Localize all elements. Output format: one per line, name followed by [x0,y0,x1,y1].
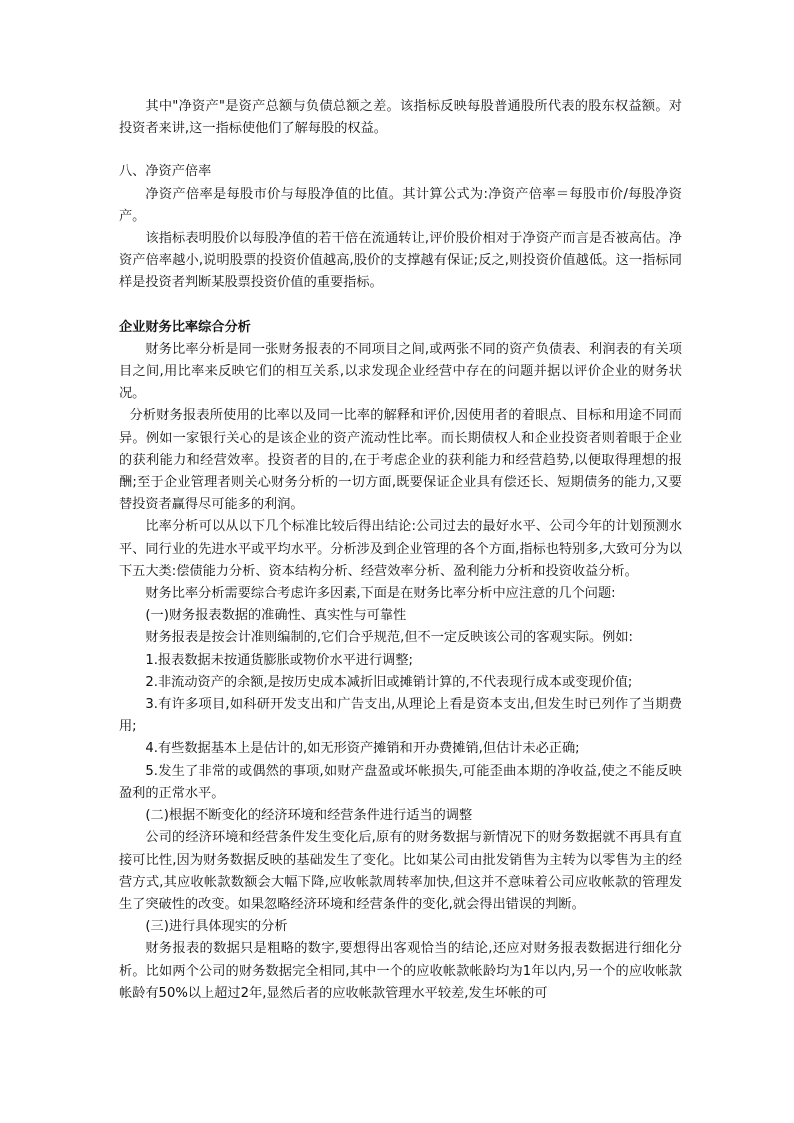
paragraph-net-asset-definition: 其中"净资产"是资产总额与负债总额之差。该指标反映每股普通股所代表的股东权益额。对投资者来讲,这一指标使他们了解每股的权益。 [119,99,682,137]
section-title-ratio-analysis: 企业财务比率综合分析 [119,319,251,335]
subheading-concrete-analysis: (三)进行具体现实的分析 [145,919,288,935]
subheading-environment-adjustment: (二)根据不断变化的经济环境和经营条件进行适当的调整 [145,808,473,824]
paragraph-environment-change: 公司的经济环境和经营条件发生变化后,原有的财务数据与新情况下的财务数据就不再具有直接可比性,因为财务数据反映的基础发生了变化。比如某公司由批发销售为主转为以零售为主的经营方式,其应收帐款数额会大幅下降,应收帐款周转率加快,但这并不意味着公司应收帐款的管理发生了突破性的改变。如果忽略经济环境和经营条件的变化,就会得出错误的判断。 [119,830,682,912]
list-item-estimates: 4.有些数据基本上是估计的,如无形资产摊销和开办费摊销,但估计未必正确; [145,741,580,757]
section-heading-net-asset-ratio: 八、净资产倍率 [119,164,212,180]
paragraph-comparison-standards: 比率分析可以从以下几个标准比较后得出结论:公司过去的最好水平、公司今年的计划预测水平、同行业的先进水平或平均水平。分析涉及到企业管理的各个方面,指标也特别多,大致可分为以下五大类:偿债能力分析、资本结构分析、经营效率分析、盈利能力分析和投资收益分析。 [119,519,682,579]
paragraph-considerations-intro: 财务比率分析需要综合考虑许多因素,下面是在财务比率分析中应注意的几个问题: [145,586,616,602]
list-item-expensed-items: 3.有许多项目,如科研开发支出和广告支出,从理论上看是资本支出,但发生时已列作了当期费用; [119,697,682,735]
paragraph-ratio-analysis-intro: 财务比率分析是同一张财务报表的不同项目之间,或两张不同的资产负债表、利润表的有关项目之间,用比率来反映它们的相互关系,以求发现企业经营中存在的问题并据以评价企业的财务状况。 [119,341,682,402]
paragraph-users-perspective: 分析财务报表所使用的比率以及同一比率的解释和评价,因使用者的着眼点、目标和用途不同而异。例如一家银行关心的是该企业的资产流动性比率。而长期债权人和企业投资者则着眼于企业的获利能力和经营效率。投资者的目的,在于考虑企业的获利能力和经营趋势,以便取得理想的报酬;至于企业管理者则关心财务分析的一切方面,既要保证企业具有偿还长、短期债务的能力,又要替投资者赢得尽可能多的利润。 [119,408,682,513]
list-item-inflation: 1.报表数据未按通货膨胀或物价水平进行调整; [145,652,413,668]
paragraph-ratio-formula: 净资产倍率是每股市价与每股净值的比值。其计算公式为:净资产倍率＝每股市价/每股净资产。 [119,186,682,224]
paragraph-detailed-analysis: 财务报表的数据只是粗略的数字,要想得出客观恰当的结论,还应对财务报表数据进行细化分析。比如两个公司的财务数据完全相同,其中一个的应收帐款帐龄均为1年以内,另一个的应收帐款帐龄有50%以上超过2年,显然后者的应收帐款管理水平较差,发生坏帐的可 [119,941,682,1001]
subheading-data-accuracy: (一)财务报表数据的准确性、真实性与可靠性 [145,608,407,624]
paragraph-ratio-meaning: 该指标表明股价以每股净值的若干倍在流通转让,评价股价相对于净资产而言是否被高估。净资产倍率越小,说明股票的投资价值越高,股价的支撑越有保证;反之,则投资价值越低。这一指标同样是投资者判断某股票投资价值的重要指标。 [119,231,682,291]
paragraph-reports-standards: 财务报表是按会计准则编制的,它们合乎规范,但不一定反映该公司的客观实际。例如: [145,630,633,646]
list-item-unusual-events: 5.发生了非常的或偶然的事项,如财产盘盈或坏帐损失,可能歪曲本期的净收益,使之不能反映盈利的正常水平。 [119,763,682,801]
list-item-historical-cost: 2.非流动资产的余额,是按历史成本减折旧或摊销计算的,不代表现行成本或变现价值; [145,674,633,690]
